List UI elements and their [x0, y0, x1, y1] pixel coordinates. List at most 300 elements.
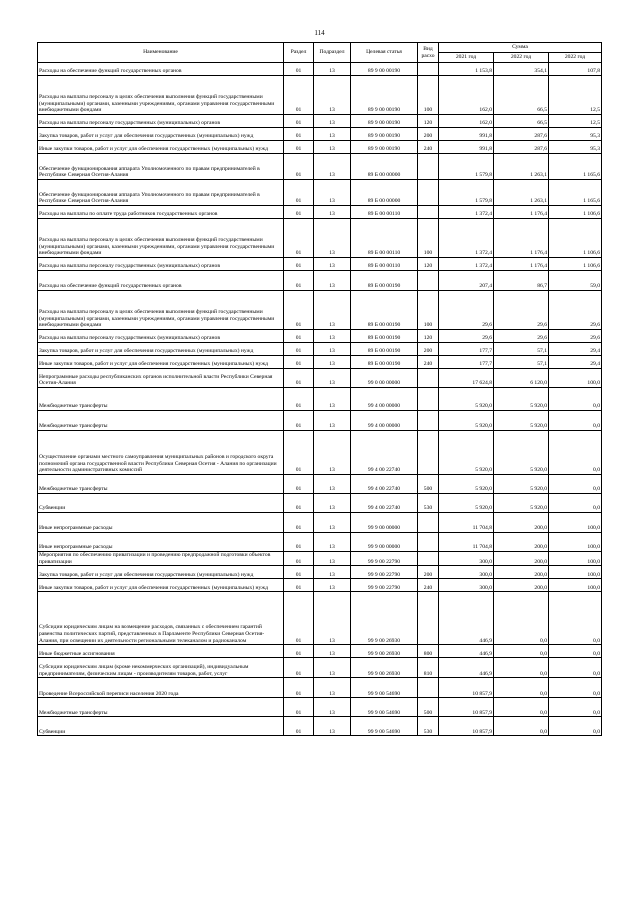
row-name: Субвенции — [38, 494, 284, 513]
row-value-2023: 1 106,6 — [549, 219, 602, 258]
row-value-2022: 5 920,0 — [494, 494, 549, 513]
row-value-2022: 66,5 — [494, 115, 549, 128]
row-kind: 240 — [418, 141, 439, 154]
row-value-2021: 162,0 — [439, 76, 494, 115]
row-target: 89 Б 00 00000 — [351, 180, 418, 206]
row-value-2021: 1 579,8 — [439, 180, 494, 206]
table-row — [38, 369, 602, 388]
table-row — [38, 388, 602, 411]
row-kind: 810 — [418, 658, 439, 678]
row-value-2023: 107,8 — [549, 63, 602, 76]
row-subsection: 13 — [314, 431, 351, 475]
row-value-2021: 300,0 — [439, 566, 494, 579]
row-subsection: 13 — [314, 154, 351, 180]
row-kind: 120 — [418, 115, 439, 128]
table-row — [38, 592, 602, 645]
row-value-2023: 0,0 — [549, 475, 602, 494]
row-kind: 500 — [418, 475, 439, 494]
row-value-2022: 1 263,1 — [494, 154, 549, 180]
row-value-2023: 1 165,6 — [549, 180, 602, 206]
row-target: 99 9 00 00000 — [351, 513, 418, 533]
row-kind: 530 — [418, 494, 439, 513]
row-kind — [418, 369, 439, 388]
row-subsection: 13 — [314, 63, 351, 76]
row-value-2021: 5 920,0 — [439, 431, 494, 475]
row-kind: 100 — [418, 219, 439, 258]
row-kind: 120 — [418, 258, 439, 271]
row-value-2023: 0,0 — [549, 592, 602, 645]
table-row — [38, 154, 602, 180]
row-value-2021: 10 857,9 — [439, 717, 494, 736]
row-section: 01 — [284, 579, 314, 592]
row-value-2023: 100,0 — [549, 513, 602, 533]
row-value-2022: 1 176,4 — [494, 219, 549, 258]
row-section: 01 — [284, 698, 314, 717]
row-value-2021: 162,0 — [439, 115, 494, 128]
row-name: Расходы на выплаты персоналу в целях обеспечения выполнения функций государственными (муниципальными) органами, казенными учреждениями, органами управления государственными внебюджетными фондами — [38, 291, 284, 330]
row-name: Расходы на обеспечение функций государственных органов — [38, 63, 284, 76]
table-row — [38, 494, 602, 513]
row-target: 99 4 00 22740 — [351, 431, 418, 475]
row-target: 99 9 00 22790 — [351, 552, 418, 566]
row-name: Закупка товаров, работ и услуг для обеспечения государственных (муниципальных) нужд — [38, 566, 284, 579]
row-name: Иные непрограммные расходы — [38, 533, 284, 552]
row-target: 99 4 00 00000 — [351, 411, 418, 431]
row-value-2021: 5 920,0 — [439, 388, 494, 411]
row-subsection: 13 — [314, 579, 351, 592]
row-subsection: 13 — [314, 128, 351, 141]
row-section: 01 — [284, 717, 314, 736]
row-name: Расходы на выплаты персоналу в целях обеспечения выполнения функций государственными (муниципальными) органами, казенными учреждениями, органами управления государственными внебюджетными фондами — [38, 219, 284, 258]
row-name: Иные непрограммные расходы — [38, 513, 284, 533]
row-value-2022: 57,1 — [494, 356, 549, 369]
row-section: 01 — [284, 76, 314, 115]
row-target: 89 Б 00 00110 — [351, 206, 418, 219]
row-target: 89 9 00 00190 — [351, 63, 418, 76]
row-kind — [418, 180, 439, 206]
row-kind — [418, 388, 439, 411]
row-value-2023: 100,0 — [549, 533, 602, 552]
row-target: 89 Б 00 00000 — [351, 154, 418, 180]
row-name: Межбюджетные трансферты — [38, 475, 284, 494]
row-value-2022: 29,6 — [494, 291, 549, 330]
row-value-2023: 1 165,6 — [549, 154, 602, 180]
row-target: 89 Б 00 00190 — [351, 330, 418, 343]
table-row — [38, 206, 602, 219]
row-kind — [418, 154, 439, 180]
row-value-2023: 100,0 — [549, 369, 602, 388]
header-section: Раздел — [284, 43, 314, 63]
row-name: Закупка товаров, работ и услуг для обеспечения государственных (муниципальных) нужд — [38, 128, 284, 141]
row-section: 01 — [284, 206, 314, 219]
row-value-2023: 0,0 — [549, 645, 602, 658]
row-value-2022: 5 920,0 — [494, 411, 549, 431]
row-target: 99 9 00 26930 — [351, 658, 418, 678]
header-target: Целевая статья — [351, 43, 418, 63]
row-subsection: 13 — [314, 180, 351, 206]
row-value-2021: 5 920,0 — [439, 411, 494, 431]
row-value-2022: 354,1 — [494, 63, 549, 76]
row-value-2021: 10 857,9 — [439, 698, 494, 717]
row-section: 01 — [284, 494, 314, 513]
row-value-2022: 57,1 — [494, 343, 549, 356]
row-value-2022: 5 920,0 — [494, 388, 549, 411]
row-kind: 200 — [418, 566, 439, 579]
row-section: 01 — [284, 552, 314, 566]
row-name: Субсидии юридическим лицам (кроме некоммерческих организаций), индивидуальным предпринимателям, физическим лицам - производителям товаров, работ, услуг — [38, 658, 284, 678]
row-value-2023: 0,0 — [549, 698, 602, 717]
row-subsection: 13 — [314, 698, 351, 717]
row-name: Межбюджетные трансферты — [38, 411, 284, 431]
row-name: Субвенции — [38, 717, 284, 736]
row-kind — [418, 411, 439, 431]
row-subsection: 13 — [314, 513, 351, 533]
budget-table — [37, 42, 602, 736]
row-value-2022: 0,0 — [494, 698, 549, 717]
row-section: 01 — [284, 330, 314, 343]
row-subsection: 13 — [314, 388, 351, 411]
row-value-2023: 0,0 — [549, 658, 602, 678]
row-target: 89 Б 00 00190 — [351, 271, 418, 291]
row-value-2022: 1 176,4 — [494, 206, 549, 219]
row-section: 01 — [284, 291, 314, 330]
row-value-2022: 287,6 — [494, 141, 549, 154]
row-name: Осуществление органами местного самоуправления муниципальных районов и городского округа полномочий органа государственной власти Республики Северная Осетия - Алания по организации деятельности административных комиссий — [38, 431, 284, 475]
row-section: 01 — [284, 645, 314, 658]
table-row — [38, 513, 602, 533]
row-section: 01 — [284, 369, 314, 388]
row-value-2022: 200,0 — [494, 513, 549, 533]
row-kind: 800 — [418, 645, 439, 658]
row-value-2021: 11 704,8 — [439, 513, 494, 533]
row-section: 01 — [284, 513, 314, 533]
row-kind — [418, 592, 439, 645]
row-name: Расходы на выплаты персоналу государственных (муниципальных) органов — [38, 115, 284, 128]
table-row — [38, 343, 602, 356]
row-subsection: 13 — [314, 258, 351, 271]
row-value-2023: 100,0 — [549, 552, 602, 566]
row-subsection: 13 — [314, 566, 351, 579]
row-kind: 100 — [418, 291, 439, 330]
row-value-2021: 1 372,4 — [439, 206, 494, 219]
row-kind — [418, 533, 439, 552]
row-value-2022: 0,0 — [494, 717, 549, 736]
table-row — [38, 63, 602, 76]
row-kind: 240 — [418, 356, 439, 369]
row-name: Непрограммные расходы республиканских органов исполнительной власти Республики Северная Осетия-Алания — [38, 369, 284, 388]
row-value-2021: 29,6 — [439, 291, 494, 330]
row-value-2023: 0,0 — [549, 411, 602, 431]
row-target: 99 4 00 22740 — [351, 494, 418, 513]
row-kind — [418, 513, 439, 533]
row-kind — [418, 271, 439, 291]
row-value-2021: 1 372,4 — [439, 219, 494, 258]
row-section: 01 — [284, 63, 314, 76]
row-value-2022: 5 920,0 — [494, 431, 549, 475]
row-value-2021: 5 920,0 — [439, 475, 494, 494]
row-subsection: 13 — [314, 356, 351, 369]
row-value-2021: 1 153,8 — [439, 63, 494, 76]
row-name: Субсидии юридическим лицам на возмещение расходов, связанных с обеспечением гарантий равенства политических партий, представленных в Парламенте Республики Северная Осетия-Алания, при освещении их деятельности региональными телеканалом и радиоканалом — [38, 592, 284, 645]
row-kind: 100 — [418, 76, 439, 115]
row-value-2022: 0,0 — [494, 592, 549, 645]
row-subsection: 13 — [314, 271, 351, 291]
row-subsection: 13 — [314, 343, 351, 356]
table-row — [38, 76, 602, 115]
row-section: 01 — [284, 271, 314, 291]
row-target: 99 9 00 54690 — [351, 698, 418, 717]
row-value-2023: 95,3 — [549, 128, 602, 141]
row-target: 99 9 00 26930 — [351, 592, 418, 645]
row-value-2022: 29,6 — [494, 330, 549, 343]
row-section: 01 — [284, 431, 314, 475]
row-kind — [418, 552, 439, 566]
table-row — [38, 645, 602, 658]
row-value-2021: 300,0 — [439, 579, 494, 592]
header-sum: Сумма — [439, 43, 602, 53]
row-target: 99 4 00 22740 — [351, 475, 418, 494]
table-row — [38, 330, 602, 343]
row-value-2022: 0,0 — [494, 645, 549, 658]
row-subsection: 13 — [314, 552, 351, 566]
row-name: Обеспечение функционирования аппарата Уполномоченного по правам предпринимателей в Республике Северная Осетия-Алания — [38, 180, 284, 206]
table-row — [38, 566, 602, 579]
row-target: 89 Б 00 00110 — [351, 258, 418, 271]
row-value-2022: 287,6 — [494, 128, 549, 141]
header-year-3: 2022 год — [549, 53, 602, 63]
row-section: 01 — [284, 411, 314, 431]
row-name: Иные закупки товаров, работ и услуг для обеспечения государственных (муниципальных) нужд — [38, 579, 284, 592]
header-name: Наименование — [38, 43, 284, 63]
row-target: 89 9 00 00190 — [351, 128, 418, 141]
row-value-2021: 300,0 — [439, 552, 494, 566]
table-row — [38, 431, 602, 475]
row-name: Иные бюджетные ассигнования — [38, 645, 284, 658]
row-section: 01 — [284, 658, 314, 678]
row-section: 01 — [284, 343, 314, 356]
table-row — [38, 698, 602, 717]
row-value-2023: 0,0 — [549, 494, 602, 513]
table-row — [38, 258, 602, 271]
row-value-2022: 200,0 — [494, 533, 549, 552]
row-section: 01 — [284, 154, 314, 180]
row-kind: 240 — [418, 579, 439, 592]
row-subsection: 13 — [314, 592, 351, 645]
table-row — [38, 475, 602, 494]
table-row — [38, 219, 602, 258]
row-value-2021: 17 624,8 — [439, 369, 494, 388]
header-row — [38, 43, 602, 53]
row-section: 01 — [284, 258, 314, 271]
row-section: 01 — [284, 592, 314, 645]
row-value-2023: 1 106,6 — [549, 206, 602, 219]
row-value-2023: 12,5 — [549, 115, 602, 128]
row-value-2021: 991,8 — [439, 128, 494, 141]
table-row — [38, 717, 602, 736]
row-subsection: 13 — [314, 206, 351, 219]
row-value-2022: 0,0 — [494, 658, 549, 678]
row-value-2023: 100,0 — [549, 579, 602, 592]
table-row — [38, 271, 602, 291]
header-year-2: 2022 год — [494, 53, 549, 63]
row-subsection: 13 — [314, 717, 351, 736]
row-value-2021: 177,7 — [439, 356, 494, 369]
row-value-2022: 6 120,0 — [494, 369, 549, 388]
row-subsection: 13 — [314, 219, 351, 258]
row-subsection: 13 — [314, 115, 351, 128]
table-row — [38, 291, 602, 330]
row-name: Обеспечение функционирования аппарата Уполномоченного по правам предпринимателей в Республике Северная Осетия-Алания — [38, 154, 284, 180]
row-kind: 530 — [418, 717, 439, 736]
row-target: 99 4 00 00000 — [351, 388, 418, 411]
row-subsection: 13 — [314, 658, 351, 678]
row-value-2021: 29,6 — [439, 330, 494, 343]
row-section: 01 — [284, 180, 314, 206]
table-row — [38, 141, 602, 154]
table-row — [38, 180, 602, 206]
row-kind: 500 — [418, 698, 439, 717]
row-section: 01 — [284, 678, 314, 698]
row-kind: 200 — [418, 128, 439, 141]
table-row — [38, 115, 602, 128]
row-subsection: 13 — [314, 411, 351, 431]
row-name: Межбюджетные трансферты — [38, 698, 284, 717]
row-value-2023: 12,5 — [549, 76, 602, 115]
row-subsection: 13 — [314, 645, 351, 658]
row-name: Расходы на выплаты персоналу государственных (муниципальных) органов — [38, 258, 284, 271]
header-kind: Вид расхо — [418, 43, 439, 63]
row-target: 99 9 00 26930 — [351, 645, 418, 658]
row-target: 89 Б 00 00190 — [351, 343, 418, 356]
row-target: 89 Б 00 00190 — [351, 356, 418, 369]
row-subsection: 13 — [314, 533, 351, 552]
row-name: Иные закупки товаров, работ и услуг для обеспечения государственных (муниципальных) нужд — [38, 356, 284, 369]
row-value-2023: 0,0 — [549, 388, 602, 411]
row-value-2022: 200,0 — [494, 566, 549, 579]
row-target: 89 9 00 00190 — [351, 115, 418, 128]
header-year-1: 2021 год — [439, 53, 494, 63]
row-name: Иные закупки товаров, работ и услуг для обеспечения государственных (муниципальных) нужд — [38, 141, 284, 154]
row-value-2023: 29,4 — [549, 356, 602, 369]
row-name: Расходы на выплаты по оплате труда работников государственных органов — [38, 206, 284, 219]
row-value-2021: 1 579,8 — [439, 154, 494, 180]
row-section: 01 — [284, 533, 314, 552]
row-kind — [418, 678, 439, 698]
row-section: 01 — [284, 128, 314, 141]
row-name: Расходы на выплаты персоналу государственных (муниципальных) органов — [38, 330, 284, 343]
row-kind — [418, 206, 439, 219]
row-value-2021: 5 920,0 — [439, 494, 494, 513]
row-subsection: 13 — [314, 369, 351, 388]
row-value-2022: 200,0 — [494, 579, 549, 592]
row-value-2022: 200,0 — [494, 552, 549, 566]
row-value-2022: 1 176,4 — [494, 258, 549, 271]
row-value-2022: 0,0 — [494, 678, 549, 698]
row-value-2023: 59,0 — [549, 271, 602, 291]
row-section: 01 — [284, 141, 314, 154]
row-value-2021: 11 704,8 — [439, 533, 494, 552]
row-kind — [418, 431, 439, 475]
row-name: Закупка товаров, работ и услуг для обеспечения государственных (муниципальных) нужд — [38, 343, 284, 356]
row-name: Мероприятия по обеспечению приватизации и проведению предпродажной подготовки объектов приватизации — [38, 552, 284, 566]
row-section: 01 — [284, 356, 314, 369]
row-target: 89 9 00 00190 — [351, 141, 418, 154]
row-value-2022: 86,7 — [494, 271, 549, 291]
header-subsection: Подраздел — [314, 43, 351, 63]
table-row — [38, 678, 602, 698]
row-subsection: 13 — [314, 141, 351, 154]
row-section: 01 — [284, 388, 314, 411]
row-kind: 120 — [418, 330, 439, 343]
row-value-2023: 29,4 — [549, 343, 602, 356]
row-target: 99 9 00 00000 — [351, 533, 418, 552]
table-row — [38, 411, 602, 431]
table-row — [38, 128, 602, 141]
row-value-2023: 0,0 — [549, 717, 602, 736]
row-target: 99 9 00 22790 — [351, 579, 418, 592]
row-name: Расходы на обеспечение функций государственных органов — [38, 271, 284, 291]
row-kind: 200 — [418, 343, 439, 356]
row-kind — [418, 63, 439, 76]
row-value-2022: 66,5 — [494, 76, 549, 115]
row-value-2023: 29,6 — [549, 330, 602, 343]
row-subsection: 13 — [314, 475, 351, 494]
row-value-2023: 0,0 — [549, 431, 602, 475]
row-target: 99 9 00 54690 — [351, 678, 418, 698]
row-subsection: 13 — [314, 76, 351, 115]
row-value-2021: 446,9 — [439, 592, 494, 645]
row-value-2023: 100,0 — [549, 566, 602, 579]
row-value-2023: 29,6 — [549, 291, 602, 330]
row-value-2023: 1 106,6 — [549, 258, 602, 271]
row-target: 99 9 00 22790 — [351, 566, 418, 579]
row-value-2022: 1 263,1 — [494, 180, 549, 206]
row-subsection: 13 — [314, 330, 351, 343]
table-row — [38, 533, 602, 552]
row-target: 99 0 00 00000 — [351, 369, 418, 388]
row-value-2021: 177,7 — [439, 343, 494, 356]
row-target: 99 9 00 54690 — [351, 717, 418, 736]
table-row — [38, 356, 602, 369]
row-section: 01 — [284, 219, 314, 258]
row-target: 89 Б 00 00110 — [351, 219, 418, 258]
row-section: 01 — [284, 566, 314, 579]
row-value-2021: 10 857,9 — [439, 678, 494, 698]
row-value-2021: 446,9 — [439, 658, 494, 678]
row-subsection: 13 — [314, 494, 351, 513]
row-name: Межбюджетные трансферты — [38, 388, 284, 411]
row-value-2021: 1 372,4 — [439, 258, 494, 271]
row-name: Проведение Всероссийской переписи населения 2020 года — [38, 678, 284, 698]
row-value-2022: 5 920,0 — [494, 475, 549, 494]
row-name: Расходы на выплаты персоналу в целях обеспечения выполнения функций государственными (муниципальными) органами, казенными учреждениями, органами управления государственными внебюджетными фондами — [38, 76, 284, 115]
table-row — [38, 552, 602, 566]
page-number: 114 — [314, 29, 325, 37]
row-subsection: 13 — [314, 678, 351, 698]
row-value-2023: 95,3 — [549, 141, 602, 154]
row-value-2023: 0,0 — [549, 678, 602, 698]
row-value-2021: 207,4 — [439, 271, 494, 291]
table-row — [38, 658, 602, 678]
row-section: 01 — [284, 115, 314, 128]
row-section: 01 — [284, 475, 314, 494]
row-value-2021: 991,8 — [439, 141, 494, 154]
row-value-2021: 446,9 — [439, 645, 494, 658]
row-subsection: 13 — [314, 291, 351, 330]
table-row — [38, 579, 602, 592]
row-target: 89 9 00 00190 — [351, 76, 418, 115]
row-target: 89 Б 00 00190 — [351, 291, 418, 330]
